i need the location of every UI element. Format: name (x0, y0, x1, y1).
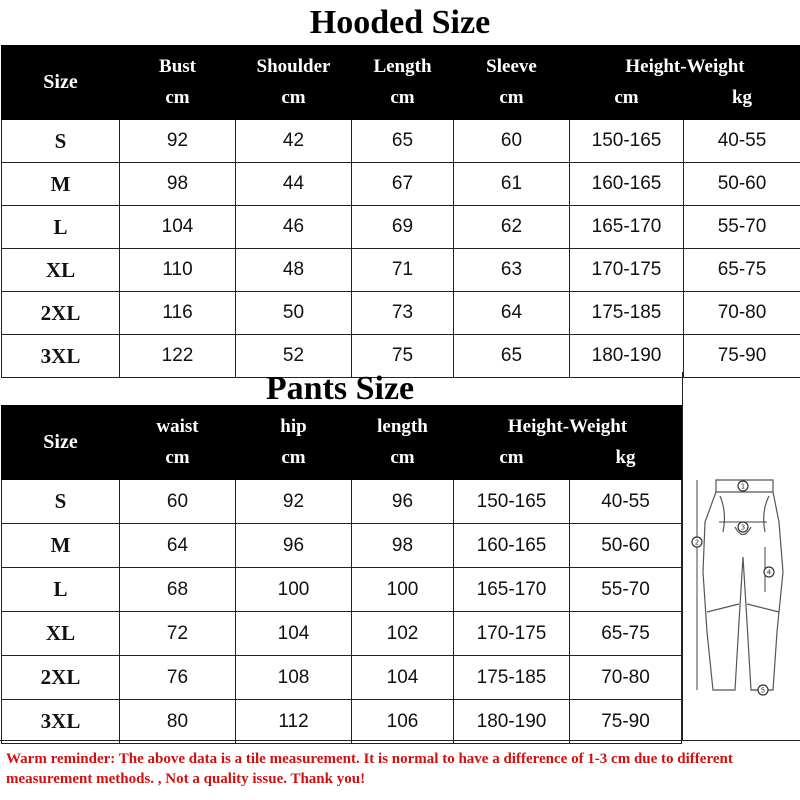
unit-label: cm (120, 443, 236, 480)
value-cell: 116 (120, 292, 236, 335)
hip-header: hip (236, 406, 352, 443)
value-cell: 65-75 (684, 249, 800, 292)
value-cell: 62 (454, 206, 570, 249)
size-header: Size (2, 406, 120, 480)
value-cell: 175-185 (454, 656, 570, 700)
unit-label: cm (120, 83, 236, 120)
shoulder-header: Shoulder (236, 46, 352, 83)
value-cell: 96 (236, 524, 352, 568)
value-cell: 100 (352, 568, 454, 612)
unit-label: cm (236, 83, 352, 120)
unit-label: cm (352, 83, 454, 120)
value-cell: 70-80 (684, 292, 800, 335)
unit-label: kg (570, 443, 682, 480)
value-cell: 180-190 (454, 700, 570, 744)
size-cell: 2XL (2, 656, 120, 700)
hooded-size-title: Hooded Size (309, 4, 491, 41)
value-cell: 150-165 (454, 480, 570, 524)
value-cell: 80 (120, 700, 236, 744)
table-row (2, 656, 682, 700)
value-cell: 44 (236, 163, 352, 206)
value-cell: 70-80 (570, 656, 682, 700)
value-cell: 180-190 (570, 335, 684, 378)
value-cell: 61 (454, 163, 570, 206)
table-row (2, 700, 682, 744)
table-row (2, 292, 800, 335)
size-cell: 2XL (2, 292, 120, 335)
table-row (2, 120, 800, 163)
size-cell: L (2, 568, 120, 612)
marker-label: 5 (760, 686, 766, 695)
value-cell: 106 (352, 700, 454, 744)
height-weight-header: Height-Weight (454, 406, 682, 443)
size-cell: M (2, 163, 120, 206)
value-cell: 112 (236, 700, 352, 744)
value-cell: 42 (236, 120, 352, 163)
table-row (2, 163, 800, 206)
value-cell: 64 (120, 524, 236, 568)
value-cell: 104 (120, 206, 236, 249)
table-row (2, 480, 682, 524)
value-cell: 71 (352, 249, 454, 292)
value-cell: 104 (352, 656, 454, 700)
value-cell: 65 (352, 120, 454, 163)
value-cell: 165-170 (454, 568, 570, 612)
table-row (2, 206, 800, 249)
value-cell: 102 (352, 612, 454, 656)
unit-label: cm (236, 443, 352, 480)
marker-label: 2 (694, 538, 700, 547)
value-cell: 50-60 (570, 524, 682, 568)
value-cell: 160-165 (570, 163, 684, 206)
size-cell: 3XL (2, 700, 120, 744)
unit-label: kg (684, 83, 800, 120)
pants-size-table (1, 405, 682, 744)
unit-label: cm (454, 443, 570, 480)
value-cell: 170-175 (570, 249, 684, 292)
value-cell: 65 (454, 335, 570, 378)
value-cell: 48 (236, 249, 352, 292)
value-cell: 52 (236, 335, 352, 378)
hooded-size-table (1, 45, 800, 378)
value-cell: 110 (120, 249, 236, 292)
value-cell: 150-165 (570, 120, 684, 163)
value-cell: 108 (236, 656, 352, 700)
value-cell: 122 (120, 335, 236, 378)
value-cell: 170-175 (454, 612, 570, 656)
length-header: length (352, 406, 454, 443)
value-cell: 76 (120, 656, 236, 700)
value-cell: 104 (236, 612, 352, 656)
bust-header: Bust (120, 46, 236, 83)
value-cell: 55-70 (684, 206, 800, 249)
pants-outline-icon (683, 372, 800, 740)
size-cell: M (2, 524, 120, 568)
marker-label: 3 (740, 523, 746, 532)
value-cell: 55-70 (570, 568, 682, 612)
size-header: Size (2, 46, 120, 120)
value-cell: 98 (120, 163, 236, 206)
value-cell: 40-55 (684, 120, 800, 163)
unit-label: cm (454, 83, 570, 120)
value-cell: 75-90 (570, 700, 682, 744)
value-cell: 69 (352, 206, 454, 249)
value-cell: 64 (454, 292, 570, 335)
table-row (2, 524, 682, 568)
value-cell: 165-170 (570, 206, 684, 249)
size-cell: XL (2, 612, 120, 656)
size-cell: 3XL (2, 335, 120, 378)
value-cell: 160-165 (454, 524, 570, 568)
table-row (2, 249, 800, 292)
value-cell: 175-185 (570, 292, 684, 335)
length-header: Length (352, 46, 454, 83)
value-cell: 50-60 (684, 163, 800, 206)
value-cell: 72 (120, 612, 236, 656)
value-cell: 100 (236, 568, 352, 612)
marker-label: 4 (766, 568, 772, 577)
value-cell: 65-75 (570, 612, 682, 656)
warm-reminder-note: Warm reminder: The above data is a tile measurement. It is normal to have a difference of 1-3 cm due to different measurement methods. , Not a quality issue. Thank you! (0, 740, 800, 800)
value-cell: 63 (454, 249, 570, 292)
value-cell: 92 (236, 480, 352, 524)
table-row (2, 568, 682, 612)
unit-label: cm (570, 83, 684, 120)
waist-header: waist (120, 406, 236, 443)
size-cell: S (2, 480, 120, 524)
value-cell: 96 (352, 480, 454, 524)
value-cell: 60 (454, 120, 570, 163)
value-cell: 60 (120, 480, 236, 524)
sleeve-header: Sleeve (454, 46, 570, 83)
pants-size-title: Pants Size (265, 370, 415, 407)
size-cell: L (2, 206, 120, 249)
value-cell: 75-90 (684, 335, 800, 378)
value-cell: 40-55 (570, 480, 682, 524)
value-cell: 73 (352, 292, 454, 335)
size-cell: S (2, 120, 120, 163)
height-weight-header: Height-Weight (570, 46, 800, 83)
size-cell: XL (2, 249, 120, 292)
value-cell: 67 (352, 163, 454, 206)
marker-label: 1 (740, 482, 746, 491)
value-cell: 68 (120, 568, 236, 612)
value-cell: 98 (352, 524, 454, 568)
value-cell: 50 (236, 292, 352, 335)
value-cell: 92 (120, 120, 236, 163)
pants-measurement-diagram (682, 372, 800, 740)
table-row (2, 612, 682, 656)
value-cell: 46 (236, 206, 352, 249)
value-cell: 75 (352, 335, 454, 378)
unit-label: cm (352, 443, 454, 480)
